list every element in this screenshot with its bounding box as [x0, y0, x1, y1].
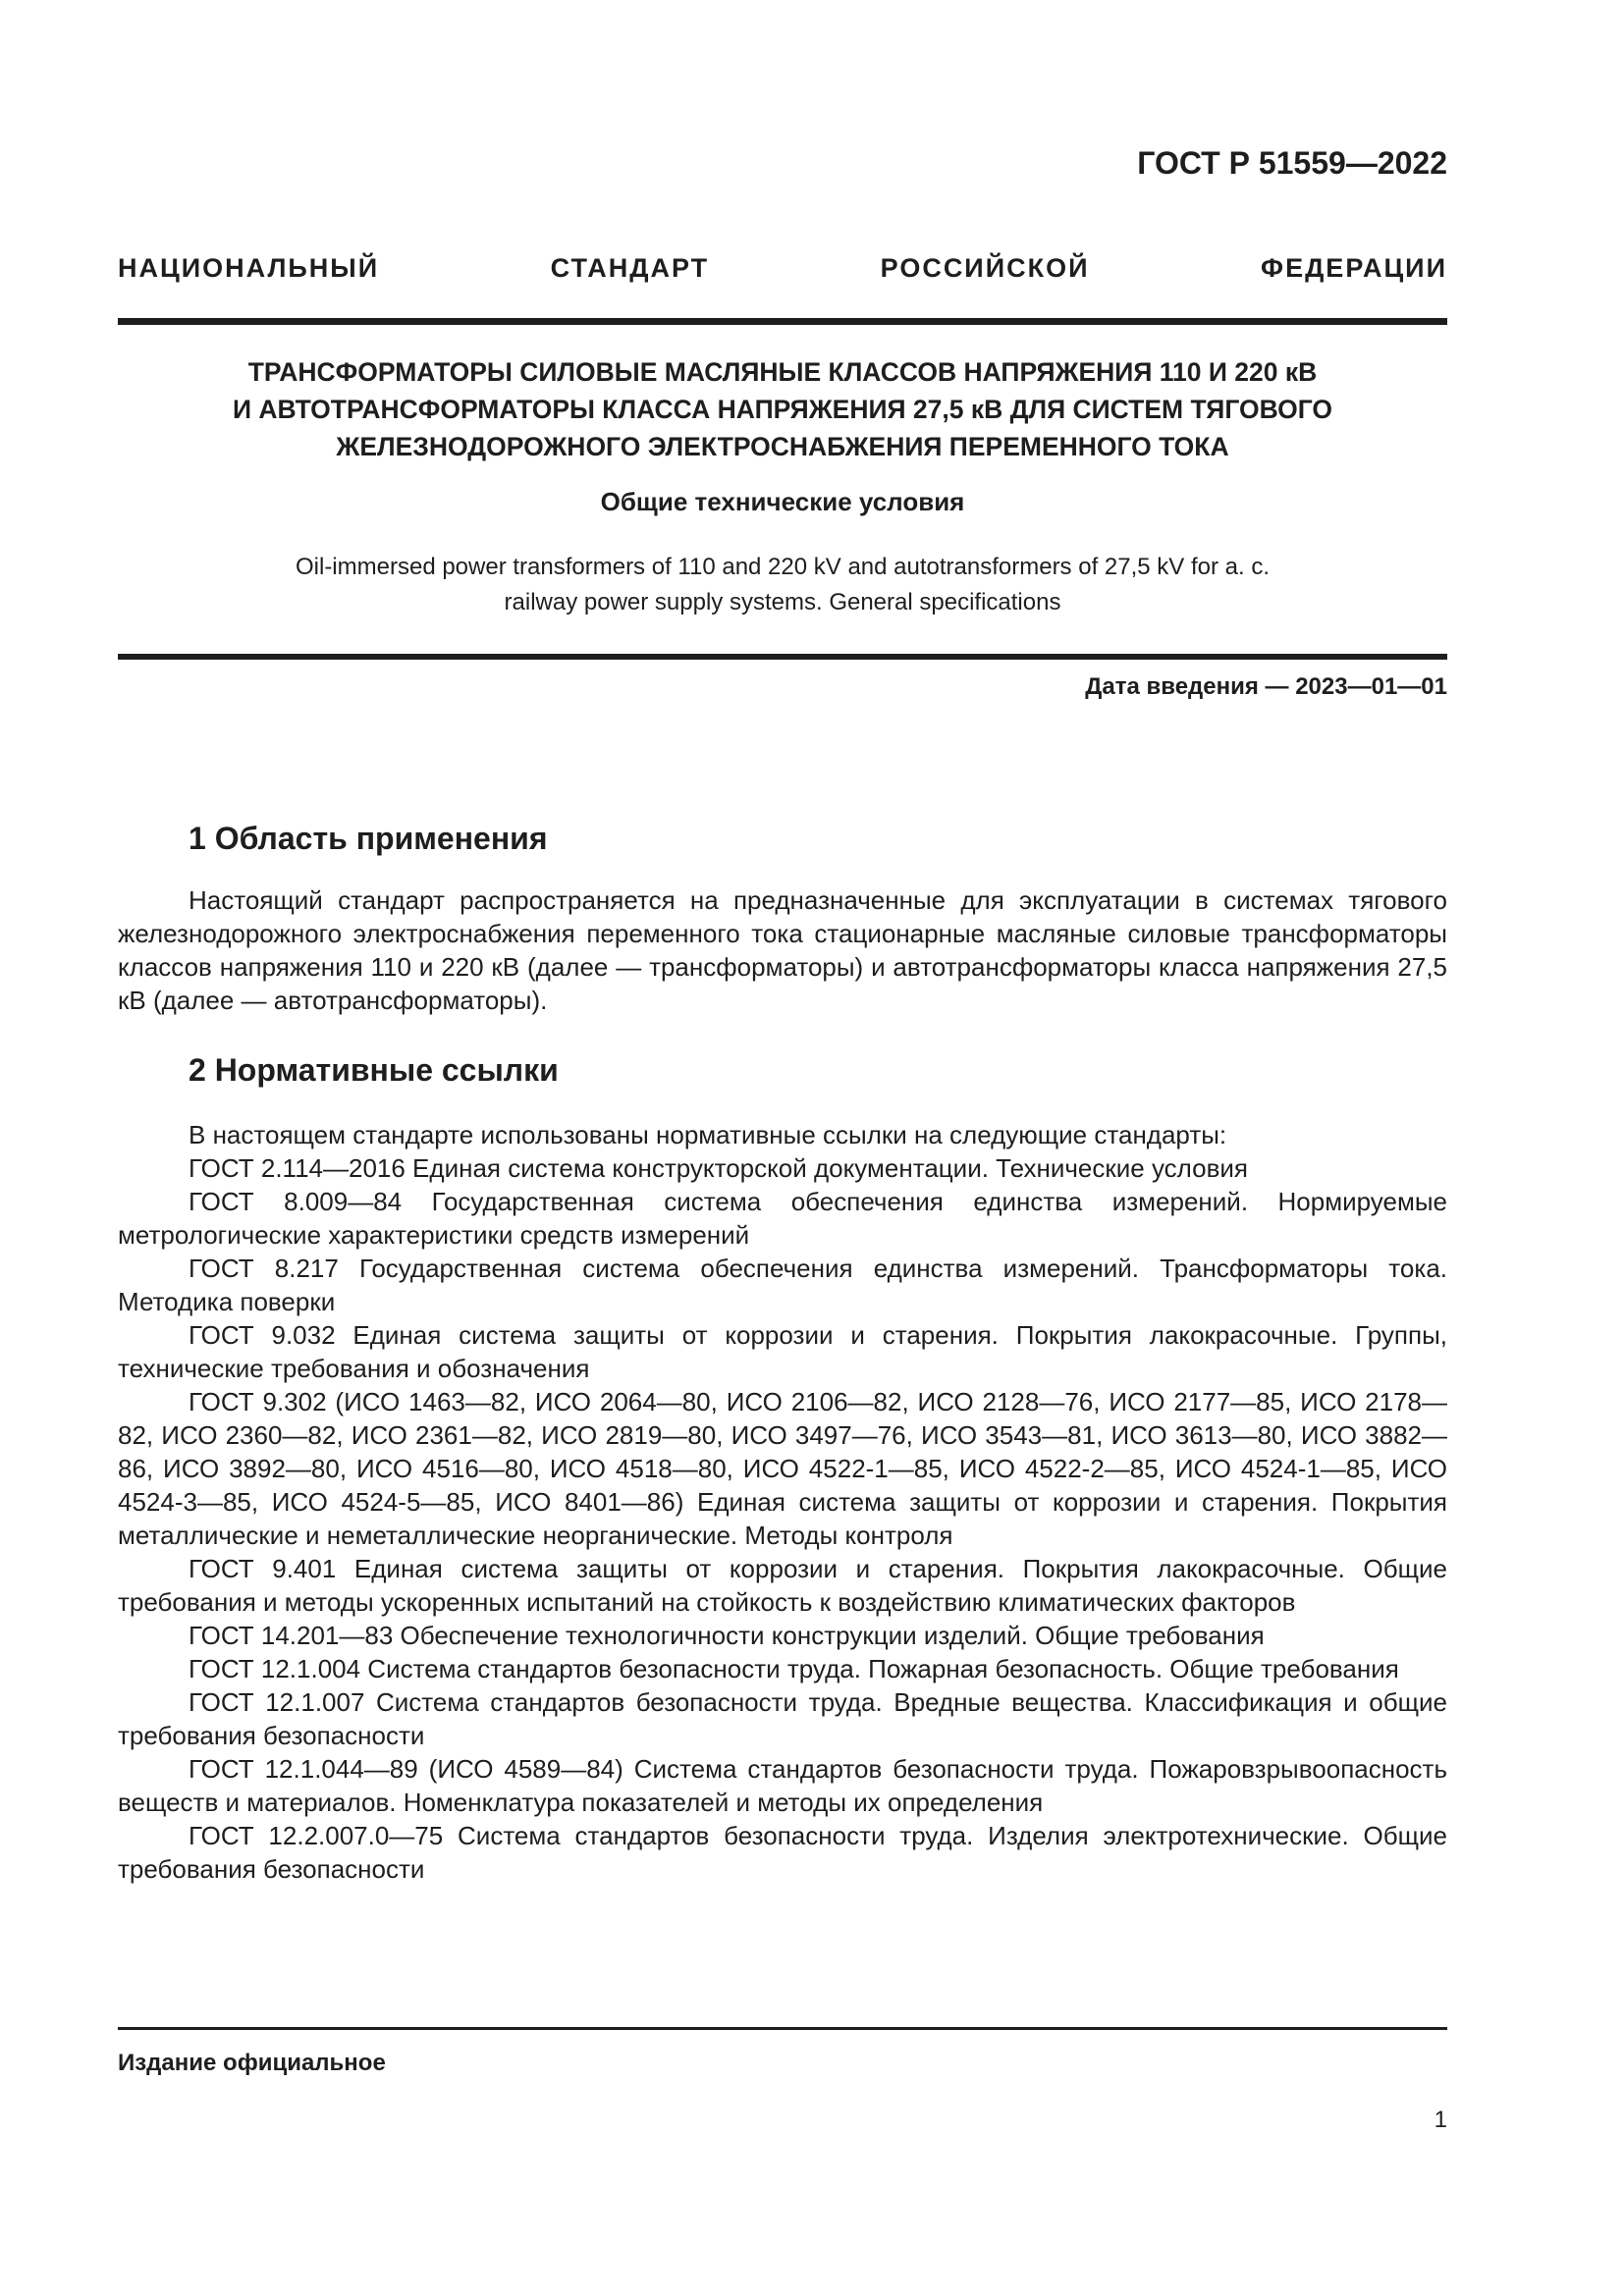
reference-item: ГОСТ 12.1.044—89 (ИСО 4589—84) Система стандартов безопасности труда. Пожаровзрывоопасность веществ и материалов. Номенклатура показателей и методы их определения [118, 1754, 1447, 1817]
scope-paragraph: Настоящий стандарт распространяется на предназначенные для эксплуатации в системах тягового железнодорожного электроснабжения переменного тока стационарные масляные силовые трансформаторы классов напряжения 110 и 220 кВ (далее — трансформаторы) и автотрансформаторы класса напряжения 27,5 кВ (далее — автотрансформаторы). [118, 885, 1447, 1015]
footer-divider [118, 2027, 1447, 2030]
page-number: 1 [1434, 2107, 1447, 2133]
title-ru-line: ТРАНСФОРМАТОРЫ СИЛОВЫЕ МАСЛЯНЫЕ КЛАССОВ НАПРЯЖЕНИЯ 110 И 220 кВ [247, 357, 1318, 387]
reference-item: ГОСТ 9.401 Единая система защиты от коррозии и старения. Покрытия лакокрасочные. Общие требования и методы ускоренных испытаний на стойкость к воздействию климатических факторов [118, 1554, 1447, 1617]
document-title-en [118, 550, 1447, 620]
reference-item: В настоящем стандарте использованы нормативные ссылки на следующие стандарты: [189, 1120, 1227, 1149]
reference-item: ГОСТ 8.217 Государственная система обеспечения единства измерений. Трансформаторы тока. Методика поверки [118, 1254, 1447, 1316]
reference-item: ГОСТ 12.1.007 Система стандартов безопасности труда. Вредные вещества. Классификация и общие требования безопасности [118, 1687, 1447, 1750]
title-en-line: Oil-immersed power transformers of 110 and 220 kV and autotransformers of 27,5 kV for a. c. [295, 554, 1270, 580]
document-subtitle: Общие технические условия [600, 487, 965, 516]
reference-item: ГОСТ 9.302 (ИСО 1463—82, ИСО 2064—80, ИСО 2106—82, ИСО 2128—76, ИСО 2177—85, ИСО 2178—82, ИСО 2360—82, ИСО 2361—82, ИСО 2819—80, ИСО 3497—76, ИСО 3543—81, ИСО 3613—80, ИСО 3882—86, ИСО 3892—80, ИСО 4516—80, ИСО 4518—80, ИСО 4522-1—85, ИСО 4522-2—85, ИСО 4524-1—85, ИСО 4524-3—85, ИСО 4524-5—85, ИСО 8401—86) Единая система защиты от коррозии и старения. Покрытия металлические и неметаллические неорганические. Методы контроля [118, 1387, 1447, 1550]
reference-item: ГОСТ 9.032 Единая система защиты от коррозии и старения. Покрытия лакокрасочные. Группы, технические требования и обозначения [118, 1320, 1447, 1383]
official-edition-label: Издание официальное [118, 2050, 386, 2076]
references-list [118, 1118, 1447, 1886]
section-heading-scope: 1 Область применения [189, 821, 548, 856]
document-title-ru [118, 353, 1447, 465]
gost-code: ГОСТ Р 51559—2022 [1137, 145, 1447, 181]
reference-item: ГОСТ 8.009—84 Государственная система обеспечения единства измерений. Нормируемые метрологические характеристики средств измерений [118, 1187, 1447, 1250]
national-standard-banner: НАЦИОНАЛЬНЫЙ СТАНДАРТ РОССИЙСКОЙ ФЕДЕРАЦИИ [118, 253, 1447, 283]
reference-item: ГОСТ 12.1.004 Система стандартов безопасности труда. Пожарная безопасность. Общие требования [189, 1654, 1399, 1683]
reference-item: ГОСТ 14.201—83 Обеспечение технологичности конструкции изделий. Общие требования [189, 1621, 1265, 1650]
header-divider [118, 318, 1447, 325]
reference-item: ГОСТ 2.114—2016 Единая система конструкторской документации. Технические условия [189, 1153, 1248, 1183]
reference-item: ГОСТ 12.2.007.0—75 Система стандартов безопасности труда. Изделия электротехнические. Общие требования безопасности [118, 1821, 1447, 1884]
introduction-date: Дата введения — 2023—01—01 [1085, 673, 1447, 700]
title-ru-line: ЖЕЛЕЗНОДОРОЖНОГО ЭЛЕКТРОСНАБЖЕНИЯ ПЕРЕМЕННОГО ТОКА [336, 432, 1229, 461]
title-divider [118, 654, 1447, 660]
title-en-line: railway power supply systems. General specifications [504, 589, 1061, 615]
title-ru-line: И АВТОТРАНСФОРМАТОРЫ КЛАССА НАПРЯЖЕНИЯ 27,5 кВ ДЛЯ СИСТЕМ ТЯГОВОГО [232, 395, 1333, 424]
section-heading-references: 2 Нормативные ссылки [189, 1052, 559, 1088]
